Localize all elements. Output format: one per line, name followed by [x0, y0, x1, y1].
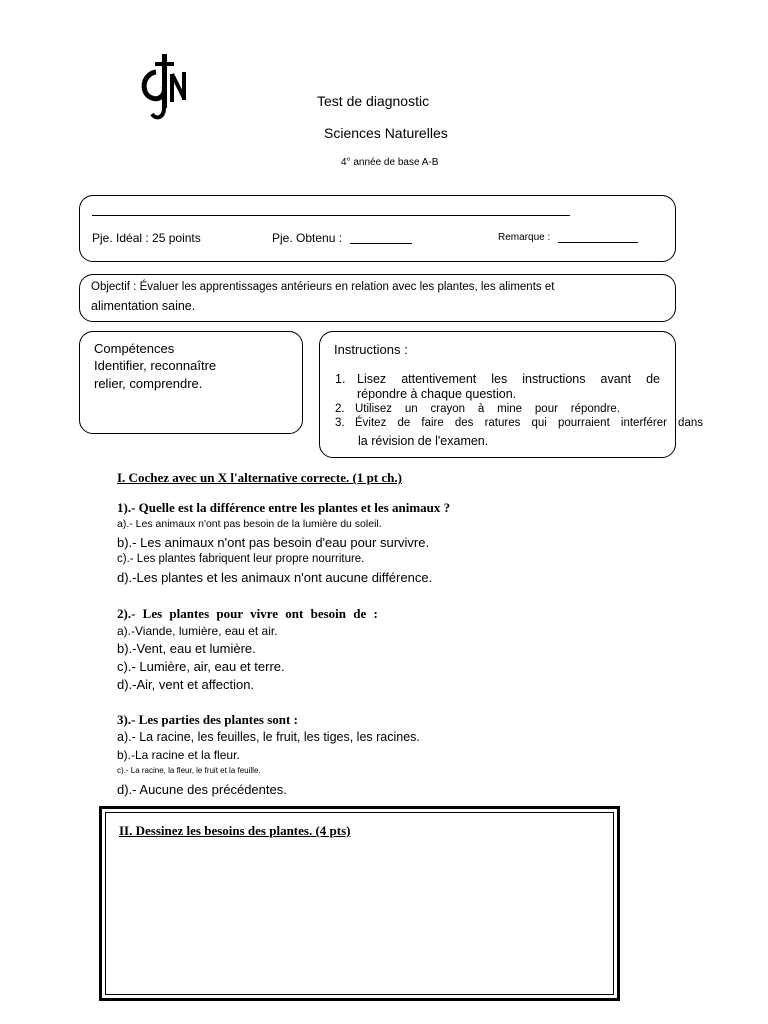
question-1-option-d[interactable]: d).-Les plantes et les animaux n'ont aucune différence.: [117, 570, 433, 585]
instruction-1-line-2: répondre à chaque question.: [357, 387, 517, 401]
ideal-score: Pje. Idéal : 25 points: [92, 231, 201, 245]
grade-level: 4° année de base A-B: [341, 157, 439, 168]
instruction-1-line-1: Lisez attentivement les instructions avant de: [357, 372, 660, 386]
question-1-option-a[interactable]: a).- Les animaux n'ont pas besoin de la lumière du soleil.: [117, 518, 382, 530]
score-box: [79, 195, 676, 262]
competences-line-1: Identifier, reconnaître: [94, 358, 217, 373]
question-3: 3).- Les parties des plantes sont :: [117, 712, 298, 727]
question-3-option-b[interactable]: b).-La racine et la fleur.: [117, 748, 240, 762]
obtained-score-label: Pje. Obtenu :: [272, 231, 343, 245]
question-3-option-c[interactable]: c).- La racine, la fleur, le fruit et la feuille.: [117, 766, 261, 775]
objective-box: [79, 274, 676, 322]
instructions-box: [319, 331, 703, 458]
competences-box: [79, 331, 303, 434]
test-title: Test de diagnostic: [317, 93, 430, 109]
question-2-option-b[interactable]: b).-Vent, eau et lumière.: [117, 641, 256, 656]
instruction-1-number: 1.: [335, 372, 346, 386]
drawing-area[interactable]: [105, 812, 614, 995]
section-1-title: I. Cochez avec un X l'alternative correcte. (1 pt ch.): [117, 470, 402, 485]
question-2-option-a[interactable]: a).-Viande, lumière, eau et air.: [117, 624, 278, 638]
objective-line-1: Objectif : Évaluer les apprentissages antérieurs en relation avec les plantes, les aliments et: [91, 281, 555, 293]
question-3-option-a[interactable]: a).- La racine, les feuilles, le fruit, les tiges, les racines.: [117, 730, 420, 744]
subject-title: Sciences Naturelles: [324, 125, 448, 141]
instruction-3-line-2: la révision de l'examen.: [358, 434, 489, 448]
remark-line[interactable]: [558, 242, 638, 243]
question-2-option-c[interactable]: c).- Lumière, air, eau et terre.: [117, 659, 285, 674]
question-1: 1).- Quelle est la différence entre les plantes et les animaux ?: [117, 500, 451, 515]
question-1-option-b[interactable]: b).- Les animaux n'ont pas besoin d'eau pour survivre.: [117, 535, 430, 550]
instruction-3-number: 3.: [335, 417, 345, 429]
question-2: 2).- Les plantes pour vivre ont besoin de :: [117, 606, 378, 621]
section-2-title: II. Dessinez les besoins des plantes. (4 pts): [119, 823, 351, 838]
remark-label: Remarque :: [498, 232, 551, 243]
obtained-score-line[interactable]: [350, 243, 412, 244]
school-logo: [134, 50, 194, 122]
competences-title: Compétences: [94, 341, 175, 356]
instruction-2-line-1: Utilisez un crayon à mine pour répondre.: [355, 403, 620, 415]
instructions-title: Instructions :: [334, 342, 408, 357]
objective-line-2: alimentation saine.: [91, 299, 196, 313]
question-1-option-c[interactable]: c).- Les plantes fabriquent leur propre nourriture.: [117, 553, 365, 565]
student-name-line[interactable]: [92, 215, 570, 216]
competences-line-2: relier, comprendre.: [94, 376, 203, 391]
instruction-3-line-1: Évitez de faire des ratures qui pourraient interférer dans: [355, 417, 703, 429]
question-2-option-d[interactable]: d).-Air, vent et affection.: [117, 677, 255, 692]
drawing-area-outer: [99, 806, 620, 1001]
question-3-option-d[interactable]: d).- Aucune des précédentes.: [117, 782, 287, 797]
instruction-2-number: 2.: [335, 403, 345, 415]
